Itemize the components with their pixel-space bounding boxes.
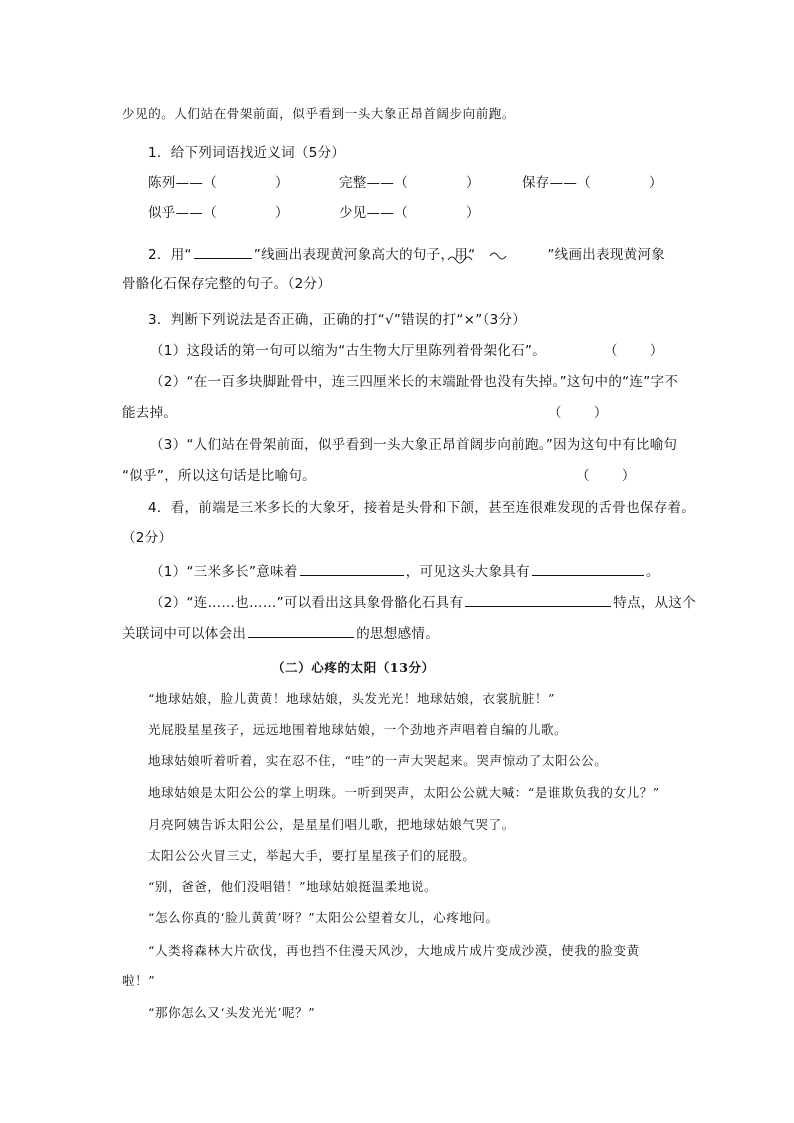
- q1-item-3: 保存——（ ）: [522, 175, 663, 191]
- q3-s2-answer[interactable]: （ ）: [548, 405, 608, 421]
- story-line-11: “那你怎么又‘头发光光’呢？”: [148, 1005, 316, 1020]
- q1-item-4: 似乎——（ ）: [148, 205, 289, 221]
- wavy-line-sample: [446, 248, 516, 264]
- q4-p2-blank-1[interactable]: [465, 592, 611, 607]
- q2-line-2: 骨骼化石保存完整的句子。（2分）: [122, 276, 332, 292]
- q3-s3-line1: （3）“人们站在骨架前面，似乎看到一头大象正昂首阔步向前跑。”因为这句中有比喻句: [150, 437, 678, 453]
- story-line-5: 月亮阿姨告诉太阳公公，是星星们唱儿歌，把地球姑娘气哭了。: [148, 817, 515, 832]
- q4-p2-line2: 关联词中可以体会出 的思想感情。: [122, 623, 439, 644]
- story-line-9: “人类将森林大片砍伐，再也挡不住漫天风沙，大地成片成片变成沙漠，使我的脸变黄: [148, 943, 640, 958]
- q4-stem-line1: 4．看，前端是三米多长的大象牙，接着是头骨和下颌，甚至连很难发现的舌骨也保存着。: [148, 500, 696, 516]
- q4-p1: （1）“三米多长”意味着 ，可见这头大象具有 。: [150, 561, 660, 582]
- q4-stem-line2: （2分）: [122, 530, 173, 546]
- story-line-4: 地球姑娘是太阳公公的掌上明珠。一听到哭声，太阳公公就大喊：“是谁欺负我的女儿？”: [148, 785, 660, 800]
- q2-line-1: 2．用“ ”线画出表现黄河象高大的句子，用“ ”线画出表现黄河象: [148, 244, 665, 265]
- q3-s1-answer[interactable]: （ ）: [604, 343, 664, 359]
- q4-p1-blank-2[interactable]: [532, 561, 644, 576]
- section2-title: （二）心疼的太阳（13分）: [272, 660, 435, 675]
- story-line-7: “别，爸爸，他们没唱错！”地球姑娘挺温柔地说。: [148, 879, 438, 894]
- q2-blank-straight-line: [194, 244, 252, 259]
- q1-stem: 1．给下列词语找近义词（5分）: [148, 145, 346, 161]
- q1-item-2: 完整——（ ）: [339, 175, 480, 191]
- q3-s2-line1: （2）“在一百多块脚趾骨中，连三四厘米长的末端趾骨也没有失掉。”这句中的“连”字不: [150, 374, 679, 390]
- q4-p2-blank-2[interactable]: [248, 623, 354, 638]
- q4-p2-line1: （2）“连……也……”可以看出这具象骨骼化石具有 特点，从这个: [150, 592, 696, 613]
- story-line-2: 光屁股星星孩子，远远地围着地球姑娘，一个劲地齐声唱着自编的儿歌。: [148, 722, 568, 737]
- q1-item-1: 陈列——（ ）: [148, 175, 289, 191]
- story-line-6: 太阳公公火冒三丈，举起大手，要打星星孩子们的屁股。: [148, 848, 476, 863]
- q4-p1-blank-1[interactable]: [300, 561, 404, 576]
- story-line-10: 啦！”: [122, 973, 156, 988]
- story-line-3: 地球姑娘听着听着，实在忍不住，“哇”的一声大哭起来。哭声惊动了太阳公公。: [148, 753, 608, 768]
- story-line-1: “地球姑娘，脸儿黄黄！地球姑娘，头发光光！地球姑娘，衣裳肮脏！”: [148, 691, 555, 706]
- q3-s1: （1）这段话的第一句可以缩为“古生物大厅里陈列着骨架化石”。: [150, 343, 547, 359]
- passage-tail: 少见的。人们站在骨架前面，似乎看到一头大象正昂首阔步向前跑。: [122, 106, 516, 121]
- q3-stem: 3．判断下列说法是否正确，正确的打“√”错误的打“×”（3分）: [148, 312, 527, 328]
- q1-item-5: 少见——（ ）: [339, 205, 480, 221]
- story-line-8: “怎么你真的‘脸儿黄黄’呀？”太阳公公望着女儿，心疼地问。: [148, 910, 499, 925]
- q3-s3-line2: “似乎”，所以这句话是比喻句。: [122, 468, 316, 484]
- q3-s3-answer[interactable]: （ ）: [576, 468, 636, 484]
- q3-s2-line2: 能去掉。: [122, 405, 178, 421]
